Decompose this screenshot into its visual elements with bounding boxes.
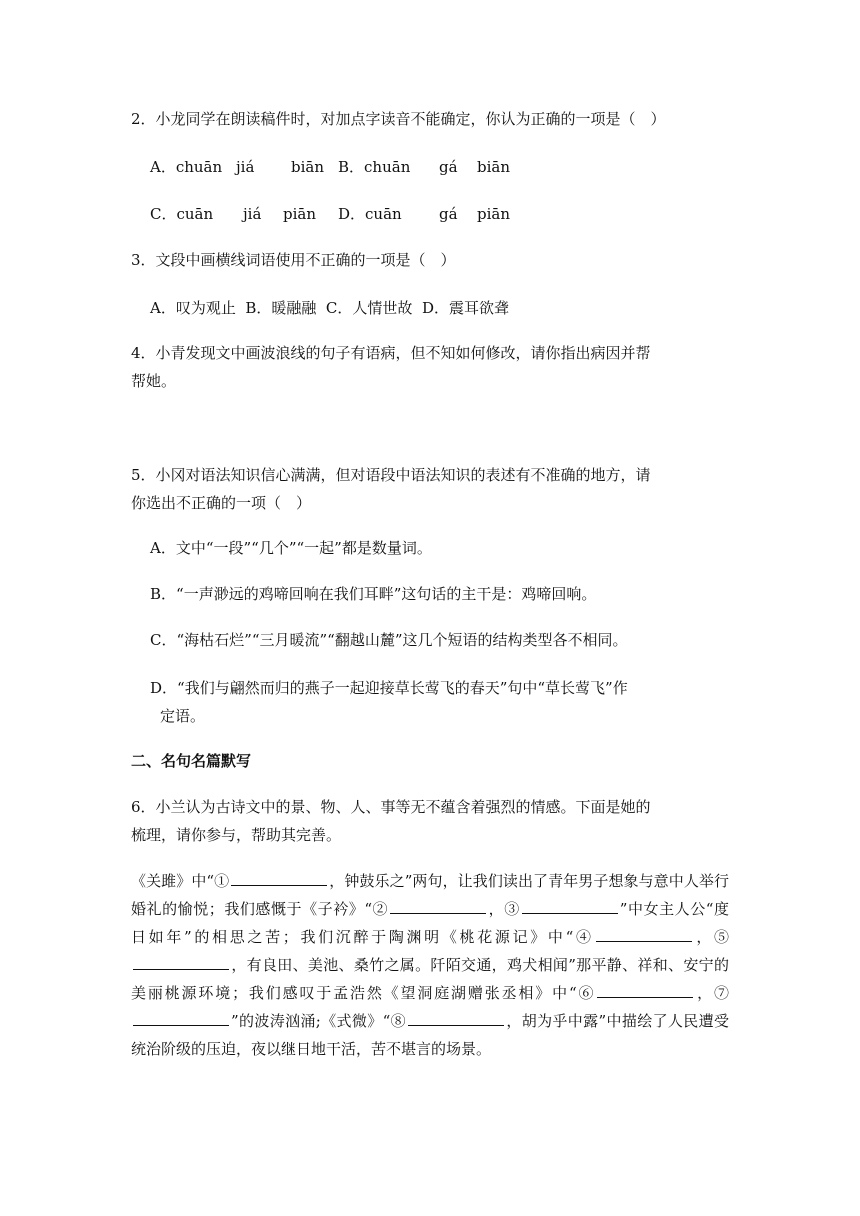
q5-option-b: B．“一声渺远的鸡啼回响在我们耳畔”这句话的主干是：鸡啼回响。 xyxy=(150,585,597,603)
q2-option-d: D．cuān xyxy=(338,205,402,223)
q2-stem: 2．小龙同学在朗读稿件时，对加点字读音不能确定，你认为正确的一项是（ ） xyxy=(131,110,666,128)
q2-option-c-3: piān xyxy=(283,205,317,223)
blank-8[interactable] xyxy=(408,1009,504,1026)
q6-text-3: ，③ xyxy=(488,900,520,918)
q6-fill-paragraph xyxy=(131,867,729,1063)
q2-option-d-2: gá xyxy=(439,205,458,223)
q5-option-d-line2: 定语。 xyxy=(160,707,206,725)
q6-text-8: ”的波涛汹涌;《式微》“⑧ xyxy=(231,1012,406,1030)
blank-4[interactable] xyxy=(596,925,692,942)
blank-2[interactable] xyxy=(390,897,486,914)
q5-option-c: C．“海枯石烂”“三月暖流”“翻越山麓”这几个短语的结构类型各不相同。 xyxy=(150,631,628,649)
q2-option-c-2: jiá xyxy=(243,205,262,223)
q2-option-a-3: biān xyxy=(291,158,325,176)
q2-option-a-2: jiá xyxy=(236,158,255,176)
q5-option-a: A．文中“一段”“几个”“一起”都是数量词。 xyxy=(150,539,432,557)
section-heading: 二、名句名篇默写 xyxy=(131,752,252,770)
q6-line2: 梳理，请你参与，帮助其完善。 xyxy=(131,826,342,844)
blank-5[interactable] xyxy=(133,953,229,970)
q6-text-9: ，胡为乎中露”中描绘了人民遭受统治阶级的压迫，夜以继日地干活，苦不堪言的场景。 xyxy=(131,1012,729,1058)
q6-text-6: ，有良田、美池、桑竹之属。阡陌交通，鸡犬相闻”那平静、祥和、安宁的美丽桃源环境；我们感叹于孟浩然《望洞庭湖赠张丞相》中“⑥ xyxy=(131,956,729,1002)
q3-options: A．叹为观止 B．暖融融 C．人情世故 D．震耳欲聋 xyxy=(150,299,509,317)
q3-stem: 3．文段中画横线词语使用不正确的一项是（ ） xyxy=(131,251,456,269)
q2-option-b-2: gá xyxy=(439,158,458,176)
q6-text-1: 《关雎》中“① xyxy=(131,872,230,890)
blank-6[interactable] xyxy=(597,981,693,998)
q2-option-b: B．chuān xyxy=(338,158,411,176)
q5-option-d-line1: D．“我们与翩然而归的燕子一起迎接草长莺飞的春天”句中“草长莺飞”作 xyxy=(150,679,628,697)
q6-text-7: ，⑦ xyxy=(695,984,729,1002)
q6-text-2: ，钟鼓乐之”两句，让我们读出了青年男子想象与意中人举行婚礼的愉悦；我们感慨于《子衿》“② xyxy=(131,872,729,918)
q6-text-5: ，⑤ xyxy=(693,928,729,946)
q2-option-a: A．chuān xyxy=(150,158,223,176)
q2-option-d-3: piān xyxy=(477,205,511,223)
q4-line2: 帮她。 xyxy=(131,372,177,390)
q5-line1: 5．小冈对语法知识信心满满，但对语段中语法知识的表述有不准确的地方，请 xyxy=(131,466,651,484)
q2-options-row2 xyxy=(150,202,510,226)
blank-1[interactable] xyxy=(231,869,327,886)
q4-line1: 4．小青发现文中画波浪线的句子有语病，但不知如何修改，请你指出病因并帮 xyxy=(131,344,651,362)
blank-3[interactable] xyxy=(522,897,618,914)
q2-options-row1 xyxy=(150,155,510,179)
blank-7[interactable] xyxy=(133,1009,229,1026)
q2-option-c: C．cuān xyxy=(150,205,214,223)
q2-option-b-3: biān xyxy=(477,158,511,176)
q6-text-4: ”中女主人公“度日如年”的相思之苦；我们沉醉于陶渊明《桃花源记》中“④ xyxy=(131,900,729,946)
q5-line2: 你选出不正确的一项（ ） xyxy=(131,494,312,512)
q6-line1: 6．小兰认为古诗文中的景、物、人、事等无不蕴含着强烈的情感。下面是她的 xyxy=(131,798,651,816)
